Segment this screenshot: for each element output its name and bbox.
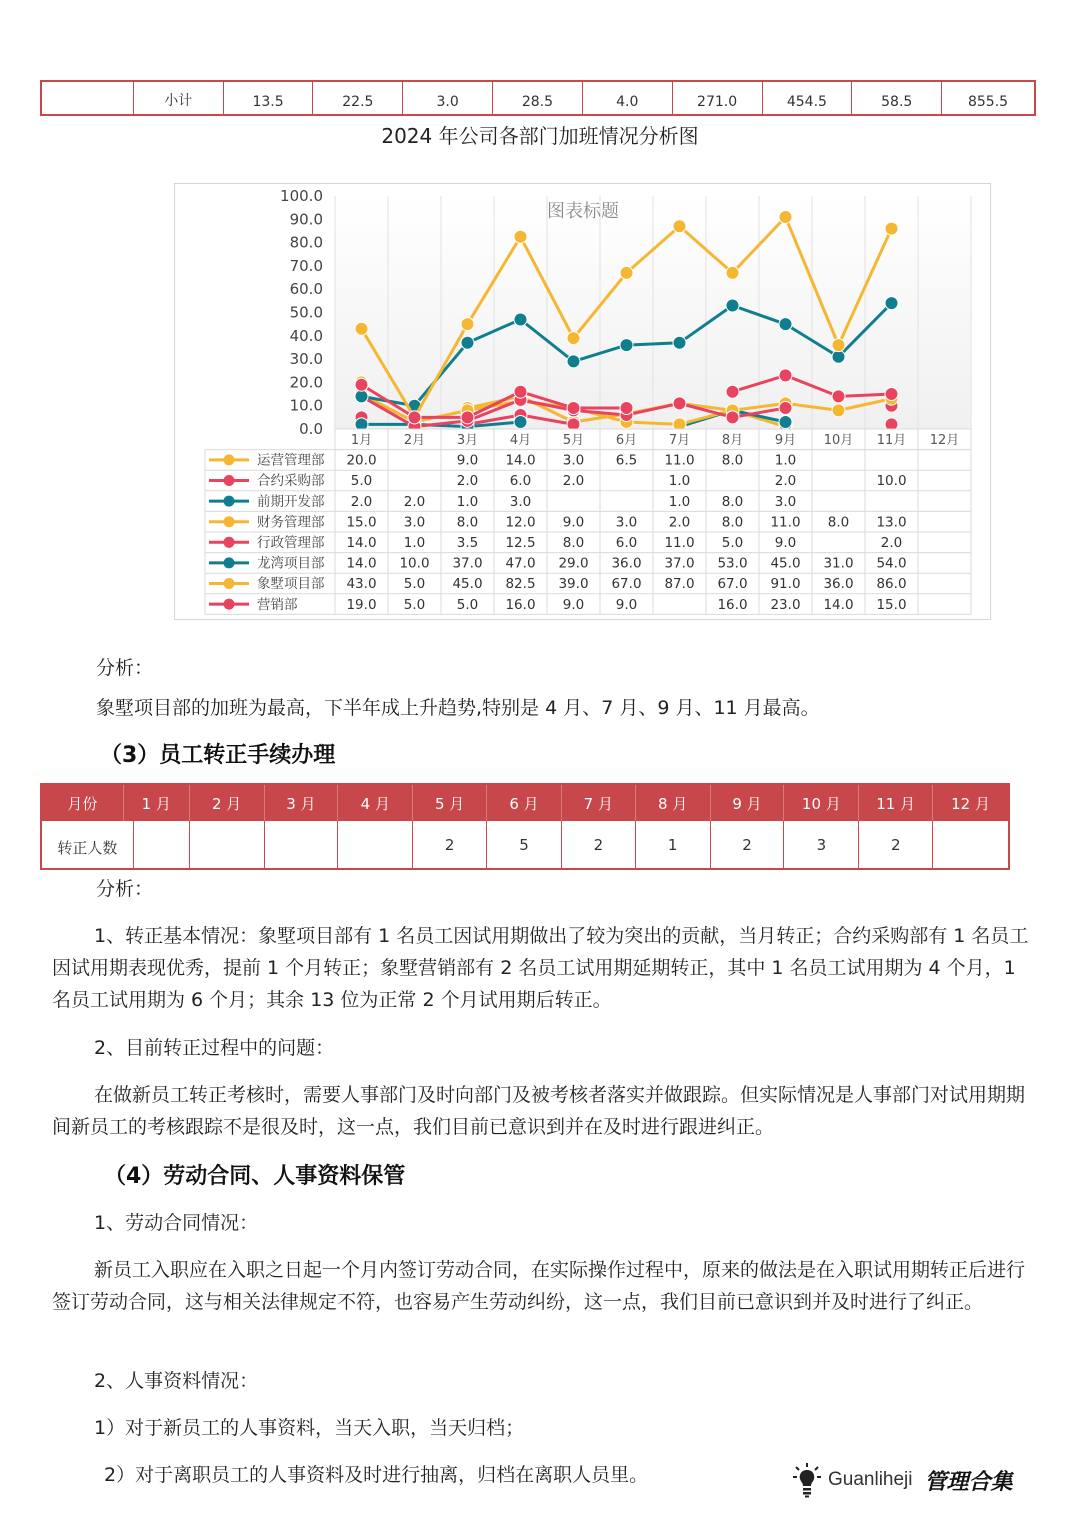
- table-value: 11.0: [664, 452, 695, 469]
- table-value: 3.0: [403, 514, 426, 531]
- paragraph: 1）对于新员工的人事资料，当天入职，当天归档；: [94, 1417, 525, 1439]
- legend-key-marker: [224, 578, 235, 589]
- brand-logo: [792, 1462, 1013, 1498]
- table-value: 6.5: [615, 452, 638, 469]
- data-point: [885, 388, 898, 401]
- legend-series-name: 营销部: [257, 596, 298, 613]
- chart-title: 图表标题: [547, 201, 619, 222]
- legend-series-name: 运营管理部: [257, 452, 325, 469]
- table-value: 3.0: [774, 493, 797, 510]
- table-value: 8.0: [721, 514, 744, 531]
- data-point: [779, 318, 792, 331]
- data-point: [885, 222, 898, 235]
- x-tick-label: 2月: [403, 433, 426, 448]
- analysis-label: 分析：: [96, 657, 154, 679]
- table-value: 10.0: [876, 473, 907, 490]
- data-point: [726, 299, 739, 312]
- table-value: 37.0: [664, 555, 695, 572]
- table-value: 8.0: [721, 493, 744, 510]
- brand-latin: Guanliheji: [828, 1469, 913, 1490]
- subtotal-blank-cell: [42, 82, 134, 114]
- legend-series-name: 象墅项目部: [257, 576, 325, 593]
- table-value: 6.0: [509, 473, 532, 490]
- legend-key-marker: [224, 516, 235, 527]
- month-header: 9 月: [711, 785, 785, 821]
- subtotal-value: 855.5: [967, 94, 1009, 110]
- table-value: 2.0: [562, 473, 585, 490]
- table-value: 3.0: [615, 514, 638, 531]
- table-value: 53.0: [717, 555, 748, 572]
- table-value: 1.0: [774, 452, 797, 469]
- conversion-count: [338, 821, 413, 868]
- table-value: 8.0: [721, 452, 744, 469]
- table-value: 9.0: [774, 535, 797, 551]
- table-value: 31.0: [823, 555, 854, 572]
- legend-key-marker: [224, 599, 235, 610]
- table-value: 3.5: [456, 535, 479, 551]
- table-value: 12.0: [505, 514, 536, 531]
- table-value: 2.0: [350, 493, 373, 510]
- table-value: 12.5: [505, 535, 536, 551]
- month-header-label: 月份: [42, 785, 124, 821]
- table-value: 16.0: [717, 596, 748, 613]
- data-point: [408, 411, 421, 424]
- table-value: 1.0: [668, 493, 691, 510]
- conversion-count: 3: [784, 821, 859, 868]
- table-value: 6.0: [615, 535, 638, 551]
- x-tick-label: 6月: [615, 433, 638, 448]
- conversion-count: 5: [487, 821, 562, 868]
- table-value: 5.0: [403, 596, 426, 613]
- table-value: 54.0: [876, 555, 907, 572]
- month-header: 4 月: [338, 785, 413, 821]
- table-value: 5.0: [721, 535, 744, 551]
- table-value: 39.0: [558, 576, 589, 593]
- data-point: [726, 266, 739, 279]
- table-value: 2.0: [668, 514, 691, 531]
- chart-heading: 2024 年公司各部门加班情况分析图: [381, 124, 699, 148]
- table-value: 5.0: [350, 473, 373, 490]
- table-value: 86.0: [876, 576, 907, 593]
- table-value: 14.0: [346, 555, 377, 572]
- y-tick-label: 40.0: [289, 326, 323, 345]
- table-value: 45.0: [770, 555, 801, 572]
- conversion-count: [933, 821, 1008, 868]
- data-point: [832, 350, 845, 363]
- subtotal-value: 271.0: [673, 82, 763, 114]
- conversion-count: 2: [711, 821, 785, 868]
- month-header: 7 月: [562, 785, 636, 821]
- table-value: 67.0: [611, 576, 642, 593]
- lightbulb-icon: [792, 1462, 822, 1498]
- month-header: 6 月: [487, 785, 562, 821]
- data-point: [620, 266, 633, 279]
- data-point: [832, 390, 845, 403]
- paragraph: 在做新员工转正考核时，需要人事部门及时向部门及被考核者落实并做跟踪。但实际情况是人事部门对试用期期间新员工的考核跟踪不是很及时，这一点，我们目前已意识到并在及时进行跟进纠正。: [52, 1084, 1026, 1138]
- table-value: 9.0: [562, 596, 585, 613]
- data-point: [567, 332, 580, 345]
- table-value: 10.0: [399, 555, 430, 572]
- data-point: [779, 369, 792, 382]
- paragraph: 1、转正基本情况：象墅项目部有 1 名员工因试用期做出了较为突出的贡献，当月转正；合约采购部有 1 名员工因试用期表现优秀，提前 1 个月转正；象墅营销部有 2 名员工试用期延期转正，其中 1 名员工试用期为 4 个月，1 名员工试用期为 6 个月；其余 13 位为正常 2 个月试用期后转正。: [52, 925, 1029, 1011]
- data-point: [620, 339, 633, 352]
- y-tick-label: 20.0: [289, 373, 323, 392]
- table-value: 11.0: [664, 535, 695, 551]
- table-value: 67.0: [717, 576, 748, 593]
- y-tick-label: 0.0: [299, 420, 323, 438]
- y-tick-label: 30.0: [289, 350, 323, 369]
- table-value: 8.0: [562, 535, 585, 551]
- conversion-table: [40, 783, 1010, 870]
- table-value: 1.0: [668, 473, 691, 490]
- data-point: [673, 336, 686, 349]
- conversion-count-row: [42, 821, 1008, 868]
- data-point: [620, 402, 633, 415]
- table-value: 15.0: [876, 596, 907, 613]
- conversion-table-header: [42, 785, 1008, 821]
- data-point: [355, 322, 368, 335]
- brand-chinese: 管理合集: [924, 1469, 1013, 1495]
- conversion-count-label: 转正人数: [42, 821, 134, 868]
- conversion-count: 2: [413, 821, 487, 868]
- data-point: [673, 397, 686, 410]
- table-value: 8.0: [827, 514, 850, 531]
- table-value: 2.0: [456, 473, 479, 490]
- data-point: [461, 318, 474, 331]
- legend-key-marker: [224, 454, 235, 465]
- table-value: 13.0: [876, 514, 907, 531]
- table-value: 14.0: [505, 452, 536, 469]
- subtotal-value: 454.5: [763, 82, 853, 114]
- legend-series-name: 前期开发部: [257, 493, 325, 510]
- x-tick-label: 10月: [823, 433, 854, 448]
- conversion-count: [190, 821, 265, 868]
- table-value: 87.0: [664, 576, 695, 593]
- table-value: 45.0: [452, 576, 483, 593]
- data-point: [779, 402, 792, 415]
- overtime-line-chart: [175, 184, 990, 619]
- legend-series-name: 合约采购部: [257, 473, 325, 490]
- table-value: 16.0: [505, 596, 536, 613]
- table-value: 36.0: [823, 576, 854, 593]
- month-header: 5 月: [413, 785, 487, 821]
- data-point: [885, 297, 898, 310]
- table-value: 36.0: [611, 555, 642, 572]
- data-point: [355, 390, 368, 403]
- table-value: 2.0: [880, 535, 903, 551]
- x-tick-label: 3月: [456, 433, 479, 448]
- conversion-count: [265, 821, 339, 868]
- x-tick-label: 5月: [562, 433, 585, 448]
- paragraph: 新员工入职应在入职之日起一个月内签订劳动合同，在实际操作过程中，原来的做法是在入职试用期转正后进行签订劳动合同，这与相关法律规定不符，也容易产生劳动纠纷，这一点，我们目前已意识到并及时进行了纠正。: [52, 1259, 1026, 1313]
- data-point: [567, 402, 580, 415]
- legend-key-marker: [224, 557, 235, 568]
- month-header: 10 月: [784, 785, 859, 821]
- table-value: 91.0: [770, 576, 801, 593]
- data-point: [514, 385, 527, 398]
- data-point: [673, 220, 686, 233]
- data-point: [832, 404, 845, 417]
- conversion-count: 2: [859, 821, 933, 868]
- table-value: 82.5: [505, 576, 536, 593]
- table-value: 5.0: [403, 576, 426, 593]
- subtotal-value: 13.5: [224, 82, 314, 114]
- data-point: [514, 230, 527, 243]
- y-tick-label: 100.0: [280, 187, 323, 205]
- y-tick-label: 60.0: [289, 280, 323, 299]
- y-tick-label: 70.0: [289, 256, 323, 275]
- x-tick-label: 12月: [929, 433, 960, 448]
- month-header: 12 月: [951, 794, 990, 813]
- table-value: 9.0: [456, 452, 479, 469]
- subtotal-value: 4.0: [583, 82, 673, 114]
- conversion-count: [134, 821, 190, 868]
- data-point: [461, 411, 474, 424]
- subtotal-value: 3.0: [403, 82, 493, 114]
- month-header: 8 月: [636, 785, 711, 821]
- y-tick-label: 80.0: [289, 233, 323, 252]
- table-value: 37.0: [452, 555, 483, 572]
- subtotal-value: 22.5: [313, 82, 403, 114]
- table-value: 29.0: [558, 555, 589, 572]
- subtotal-row: [40, 80, 1036, 116]
- month-header: 2 月: [190, 785, 265, 821]
- conversion-count: 2: [562, 821, 636, 868]
- table-value: 20.0: [346, 452, 377, 469]
- table-value: 9.0: [562, 514, 585, 531]
- data-point: [726, 385, 739, 398]
- y-tick-label: 50.0: [289, 303, 323, 322]
- table-value: 15.0: [346, 514, 377, 531]
- analysis-label-2: 分析：: [96, 878, 154, 900]
- table-value: 1.0: [403, 535, 426, 551]
- paragraph: 2、目前转正过程中的问题：: [94, 1037, 335, 1059]
- conversion-count: 1: [636, 821, 711, 868]
- table-value: 1.0: [456, 493, 479, 510]
- y-tick-label: 90.0: [289, 210, 323, 229]
- legend-series-name: 龙湾项目部: [257, 555, 325, 572]
- table-value: 23.0: [770, 596, 801, 613]
- data-point: [779, 210, 792, 223]
- table-value: 43.0: [346, 576, 377, 593]
- section-4-heading: （4）劳动合同、人事资料保管: [104, 1164, 406, 1189]
- data-point: [726, 411, 739, 424]
- table-value: 5.0: [456, 596, 479, 613]
- y-tick-label: 10.0: [289, 396, 323, 415]
- x-tick-label: 7月: [668, 433, 691, 448]
- table-value: 14.0: [346, 535, 377, 551]
- paragraph: 1、劳动合同情况：: [94, 1212, 259, 1234]
- data-point: [567, 355, 580, 368]
- table-value: 47.0: [505, 555, 536, 572]
- table-value: 11.0: [770, 514, 801, 531]
- analysis-text: 象墅项目部的加班为最高，下半年成上升趋势,特别是 4 月、7 月、9 月、11 月最高。: [96, 697, 820, 719]
- subtotal-label: 小计: [134, 82, 224, 114]
- data-point: [514, 313, 527, 326]
- data-point: [832, 339, 845, 352]
- legend-key-marker: [224, 496, 235, 507]
- table-value: 2.0: [774, 473, 797, 490]
- paragraph: 2、人事资料情况：: [94, 1370, 259, 1392]
- section-3-heading: （3）员工转正手续办理: [100, 743, 336, 768]
- month-header: 11 月: [859, 785, 933, 821]
- x-tick-label: 4月: [509, 433, 532, 448]
- table-value: 8.0: [456, 514, 479, 531]
- data-point: [461, 336, 474, 349]
- legend-key-marker: [224, 475, 235, 486]
- x-tick-label: 9月: [774, 433, 797, 448]
- chart-frame: [174, 183, 991, 620]
- table-value: 3.0: [509, 493, 532, 510]
- table-value: 2.0: [403, 493, 426, 510]
- legend-series-name: 行政管理部: [257, 535, 325, 551]
- table-value: 14.0: [823, 596, 854, 613]
- x-tick-label: 1月: [350, 433, 373, 448]
- data-point: [355, 378, 368, 391]
- subtotal-value: 28.5: [493, 82, 583, 114]
- x-tick-label: 11月: [876, 433, 907, 448]
- paragraph: 2）对于离职员工的人事资料及时进行抽离，归档在离职人员里。: [104, 1464, 649, 1486]
- x-tick-label: 8月: [721, 433, 744, 448]
- legend-series-name: 财务管理部: [257, 514, 325, 531]
- data-point: [514, 416, 527, 429]
- data-point: [779, 416, 792, 429]
- legend-key-marker: [224, 537, 235, 548]
- table-value: 19.0: [346, 596, 377, 613]
- subtotal-value: 58.5: [852, 82, 942, 114]
- month-header: 3 月: [265, 785, 339, 821]
- month-header: 1 月: [124, 785, 190, 821]
- table-value: 3.0: [562, 452, 585, 469]
- table-value: 9.0: [615, 596, 638, 613]
